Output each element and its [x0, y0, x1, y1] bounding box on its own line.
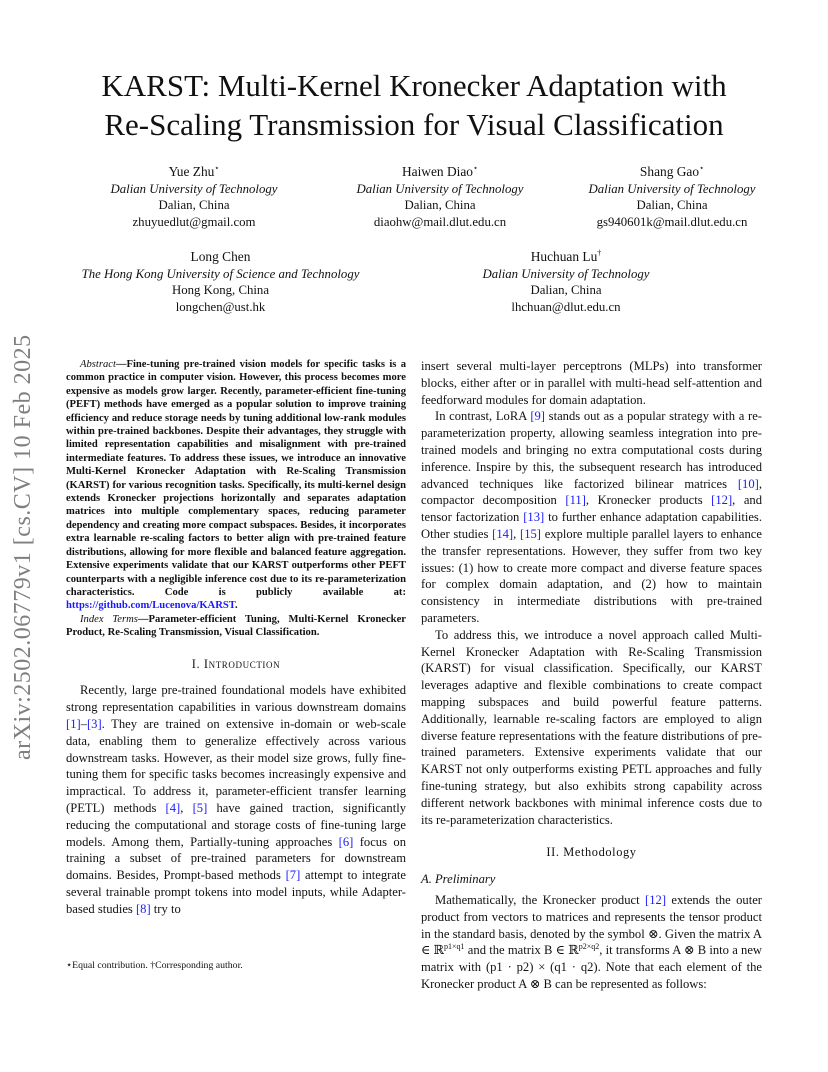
citation-link[interactable]: [14]	[492, 526, 514, 541]
author-name: Shang Gao	[639, 164, 700, 179]
author-block	[572, 164, 772, 230]
author-block	[100, 164, 288, 230]
author-email: longchen@ust.hk	[175, 299, 266, 314]
right-column	[421, 358, 762, 993]
text-run: extends the outer product from vectors to matrices and represents the tensor product in the standard basis, denoted by the symbol ⊗. Given the matrix A ∈ ℝ	[421, 892, 762, 958]
author-affiliation: Dalian University of Technology	[482, 266, 650, 281]
citation-link[interactable]: [9]	[530, 409, 545, 424]
left-column	[66, 358, 406, 917]
author-location: Hong Kong, China	[171, 283, 270, 297]
author-location: Dalian, China	[636, 198, 708, 212]
text-run: , and tensor factorization	[421, 493, 763, 525]
index-terms-text: —Parameter-efficient Tuning, Multi-Kernel Kronecker Product, Re-Scaling Transmission, Visual Classification.	[66, 613, 406, 639]
text-run: , compactor decomposition	[421, 476, 762, 508]
abstract	[66, 358, 406, 613]
index-terms	[66, 613, 406, 640]
index-terms-label: Index Terms	[80, 613, 138, 625]
text-run: try to	[150, 901, 181, 916]
citation-link[interactable]: [3]	[86, 716, 102, 731]
subsection-preliminary: A. Preliminary	[421, 872, 496, 887]
text-run: In contrast, LoRA	[435, 409, 531, 424]
citation-link[interactable]: [11]	[565, 493, 586, 508]
author-block	[334, 164, 546, 230]
text-run: insert several multi-layer perceptrons (MLPs) into transformer blocks, either after or in parallel with multi-head self-attention and feedforward modules for domain adaptation.	[421, 359, 762, 407]
text-run: focus on training a subset of pre-trained parameters for downstream domains. Besides, Prompt-based methods	[66, 834, 406, 883]
paper-title	[0, 66, 828, 144]
intro-paragraph	[66, 682, 406, 917]
section-heading-methodology: II. Methodology	[546, 845, 637, 860]
footnote: ⋆Equal contribution. †Corresponding author.	[66, 960, 243, 971]
text-run: Mathematically, the Kronecker product	[435, 892, 646, 907]
author-location: Dalian, China	[404, 198, 476, 212]
title-line-1: KARST: Multi-Kernel Kronecker Adaptation with	[101, 68, 727, 103]
author-name: Haiwen Diao	[401, 164, 473, 179]
citation-link[interactable]: [10]	[737, 476, 759, 491]
title-line-2: Re-Scaling Transmission for Visual Classification	[104, 107, 724, 142]
author-email: zhuyuedlut@gmail.com	[132, 214, 256, 229]
citation-link[interactable]: [1]	[66, 716, 81, 731]
section-heading-introduction: I. Introduction	[191, 656, 281, 671]
superscript: p2×q2	[578, 942, 600, 952]
text-run: to further enhance adaptation capabilities. Other studies	[421, 510, 762, 541]
citation-link[interactable]: [12]	[711, 493, 733, 508]
citation-link[interactable]: [8]	[135, 901, 151, 916]
author-mark: ⋆	[214, 163, 220, 173]
author-affiliation: The Hong Kong University of Science and Technology	[81, 266, 360, 281]
author-affiliation: Dalian University of Technology	[588, 181, 756, 196]
author-block	[58, 249, 383, 315]
paragraph-continued	[421, 358, 762, 408]
superscript: p1×q1	[444, 942, 465, 952]
author-mark: ⋆	[473, 163, 479, 173]
preliminary-paragraph	[421, 892, 762, 993]
text-run: explore multiple parallel layers to enhance the transfer representations. However, they suffer from two key issues: (1) how to create more compact and diverse feature spaces for complex domain adaptation, and (2) how to maintain consistency in intermediate distributions with pre-trained parameters.	[421, 526, 762, 625]
citation-link[interactable]: [5]	[192, 800, 208, 815]
text-run: ,	[180, 800, 193, 815]
approach-paragraph	[421, 627, 762, 829]
citation-link[interactable]: [6]	[338, 834, 354, 849]
author-email: diaohw@mail.dlut.edu.cn	[373, 214, 507, 229]
citation-link[interactable]: [13]	[523, 510, 545, 525]
author-name: Long Chen	[190, 249, 251, 264]
author-name: Huchuan Lu	[530, 249, 598, 264]
author-location: Dalian, China	[158, 198, 230, 212]
citation-link[interactable]: [15]	[520, 526, 541, 541]
text-run: attempt to integrate several trainable prompt tokens into model inputs, while Adapter-based studies	[66, 868, 406, 916]
code-link[interactable]: https://github.com/Lucenova/KARST	[66, 600, 236, 612]
author-block	[460, 249, 672, 315]
abstract-end: .	[235, 600, 238, 612]
text-run: Recently, large pre-trained foundational models have exhibited strong representation capabilities in various downstream domains	[66, 683, 406, 715]
author-location: Dalian, China	[530, 283, 602, 297]
author-email: lhchuan@dlut.edu.cn	[511, 299, 621, 314]
author-mark: †	[597, 248, 602, 258]
citation-link[interactable]: [12]	[645, 892, 667, 907]
text-run: . They are trained on extensive in-domain or web-scale data, enabling them to generalize effectively across various downstream tasks. However, as their model size grows, fully fine-tuning them for specific tasks becomes increasingly expensive and impractical. To address it, parameter-efficient transfer learning (PETL) methods	[66, 716, 406, 815]
abstract-label: Abstract	[80, 359, 116, 370]
text-run: –	[80, 716, 87, 731]
author-mark: ⋆	[699, 163, 705, 173]
text-run: and the matrix B ∈ ℝ	[464, 943, 579, 958]
text-run: ,	[513, 526, 520, 541]
text-run: To address this, we introduce a novel approach called Multi-Kernel Kronecker Adaptation with Re-Scaling Transmission (KARST) for visual classification. Specifically, our KARST leverages adaptive and flexible combinations to create compact mapping subspaces and build powerful feature patterns. Additionally, learnable re-scaling factors are employed to align diverse feature representations with the feature distributions of pre-trained parameters. Extensive experiments validate that our KARST not only outperforms existing PETL approaches and fully fine-tuning strategy, but also exhibits strong capability across different network backbones with minimal inference costs due to its re-parameterization characteristics.	[421, 627, 762, 827]
arxiv-identifier: arXiv:2502.06779v1 [cs.CV] 10 Feb 2025	[10, 334, 36, 760]
citation-link[interactable]: [4]	[165, 800, 181, 815]
citation-link[interactable]: [7]	[285, 868, 301, 883]
lora-paragraph	[421, 408, 762, 626]
author-email: gs940601k@mail.dlut.edu.cn	[596, 214, 748, 229]
text-run: , Kronecker products	[585, 493, 712, 508]
author-affiliation: Dalian University of Technology	[110, 181, 278, 196]
author-affiliation: Dalian University of Technology	[356, 181, 524, 196]
abstract-text: —Fine-tuning pre-trained vision models for specific tasks is a common practice in computer vision. However, this process becomes more expensive as models grow larger. Recently, parameter-efficient fine-tuning (PEFT) methods have emerged as a popular solution to improve training efficiency and reduce storage needs by tuning additional low-rank modules within pre-trained backbones. Despite their advantages, they struggle with limited representation capabilities and misalignment with pre-trained intermediate features. To address these issues, we introduce an innovative Multi-Kernel Kronecker Adaptation with Re-Scaling Transmission (KARST) for various recognition tasks. Specifically, its multi-kernel design extends Kronecker projections horizontally and separates adaptation matrices into multiple complementary spaces, reducing parameter dependency and creating more compact subspaces. Besides, it incorporates extra learnable re-scaling factors to better align with pre-trained feature distributions, allowing for more flexible and balanced feature aggregation. Extensive experiments validate that our KARST outperforms other PEFT counterparts with a negligible inference cost due to its re-parameterization characteristics. Code is publicly available at:	[66, 359, 406, 598]
text-run: stands out as a popular strategy with a re-parameterization property, allowing seamless integration into pre-trained models and bringing no extra computational costs during inference. Inspire by this, the subsequent research has introduced advanced techniques like factorized bilinear matrices	[421, 409, 762, 491]
text-run: have gained traction, significantly reducing the computational and storage costs of fine-tuning large models. Among them, Partially-tuning approaches	[66, 800, 406, 849]
author-name: Yue Zhu	[168, 164, 215, 179]
text-run: , it transforms A ⊗ B into a new matrix with (p1 · p2) × (q1 · q2). Note that each element of the Kronecker product A ⊗ B can be represented as follows:	[421, 943, 763, 991]
